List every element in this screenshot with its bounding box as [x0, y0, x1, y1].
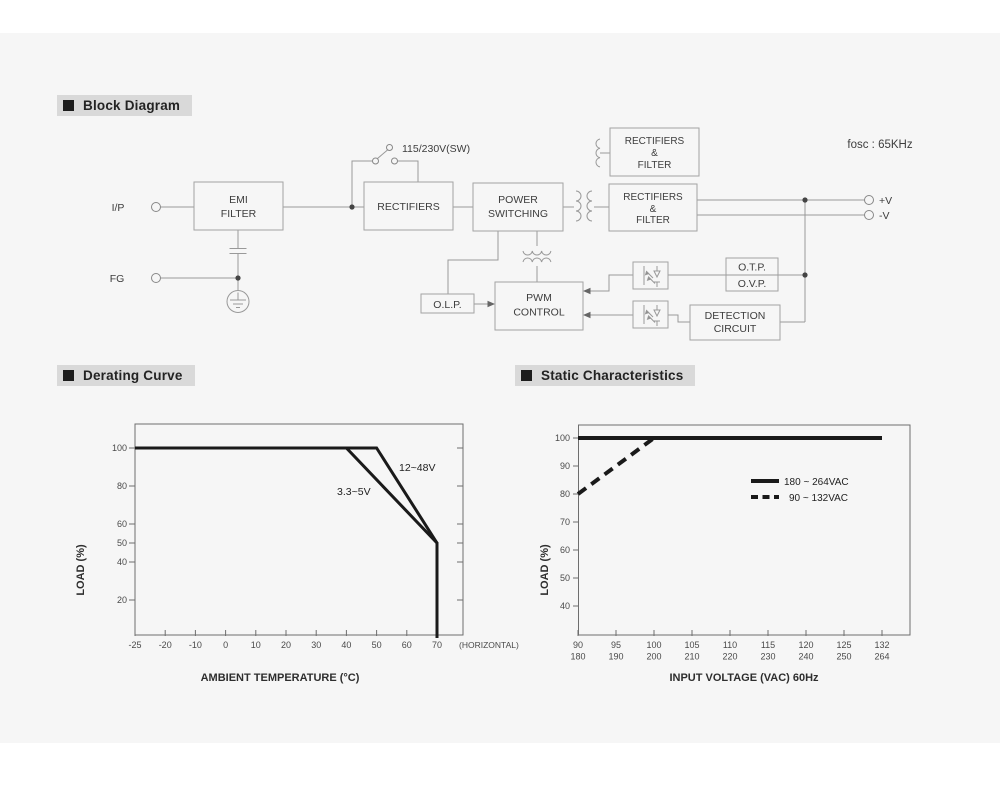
tick-label: 180 — [570, 651, 586, 662]
tick-label: 60 — [401, 640, 412, 650]
detection-circuit-block — [690, 305, 780, 340]
tick-label: 110 — [722, 640, 738, 650]
tick-label: 40 — [559, 601, 570, 611]
input-terminal-icon — [152, 203, 161, 212]
block-label: PWM — [526, 292, 552, 304]
otp-ovp-block — [726, 258, 778, 291]
block-label: O.V.P. — [737, 278, 767, 290]
static-characteristics-chart — [539, 425, 910, 684]
x-axis-note: (HORIZONTAL) — [459, 640, 519, 650]
y-axis-label: LOAD (%) — [75, 544, 87, 596]
tick-label: 0 — [223, 640, 229, 650]
tick-label: 50 — [559, 573, 570, 583]
tick-label: 40 — [341, 640, 352, 650]
voltage-selector-switch-icon — [373, 145, 398, 165]
tick-label: 125 — [836, 640, 852, 650]
block-label: RECTIFIERS — [623, 192, 683, 203]
tick-label: 70 — [559, 517, 570, 527]
series-label-12-48v: 12~48V — [399, 462, 436, 474]
block-label: RECTIFIERS — [624, 136, 685, 147]
block-label: SWITCHING — [487, 208, 549, 220]
tick-label: 120 — [798, 640, 814, 650]
tick-label: 210 — [684, 651, 700, 662]
block-label: DETECTION — [704, 310, 766, 322]
tick-label: 60 — [116, 519, 127, 529]
tick-label: 80 — [116, 481, 127, 491]
y-axis-tick-labels — [555, 433, 570, 611]
tick-label: 100 — [646, 640, 662, 650]
legend — [751, 477, 849, 504]
section-title-label: Static Characteristics — [541, 368, 684, 383]
olp-block — [421, 294, 474, 313]
earth-ground-icon — [227, 291, 249, 313]
y-axis-tick-labels — [112, 443, 127, 605]
tick-label: 220 — [722, 651, 738, 662]
tick-label: -10 — [188, 640, 202, 650]
rectifiers-filter-aux-block — [610, 128, 699, 176]
block-label: FILTER — [220, 208, 257, 220]
tick-label: 40 — [116, 557, 127, 567]
block-label: & — [649, 204, 657, 215]
tick-label: 105 — [684, 640, 700, 650]
legend-label: 180 ~ 264VAC — [784, 477, 849, 488]
tick-label: -25 — [128, 640, 142, 650]
section-title-label: Derating Curve — [83, 368, 183, 383]
block-diagram — [110, 128, 913, 340]
block-label: O.T.P. — [738, 261, 766, 274]
tick-label: 200 — [646, 651, 662, 662]
x-axis-label: INPUT VOLTAGE (VAC) 60Hz — [669, 672, 819, 684]
section-title-label: Block Diagram — [83, 98, 181, 113]
tick-label: 60 — [559, 545, 570, 555]
tick-label: 50 — [116, 538, 127, 548]
tick-label: 100 — [554, 433, 570, 443]
optocoupler-icon — [633, 301, 668, 328]
series-line — [135, 448, 437, 638]
tick-label: 70 — [431, 640, 443, 650]
block-label: & — [651, 148, 658, 159]
switch-label: 115/230V(SW) — [402, 143, 471, 155]
tick-label: 250 — [836, 651, 852, 662]
fg-terminal-label: FG — [109, 273, 125, 285]
tick-label: 50 — [371, 640, 382, 650]
tick-label: 20 — [116, 595, 127, 605]
x-axis-tick-labels-row2 — [570, 652, 889, 662]
block-label: EMI — [229, 194, 248, 206]
tick-label: 190 — [608, 651, 624, 662]
tick-label: 90 — [559, 461, 570, 471]
vminus-label: -V — [879, 210, 890, 222]
fosc-label: fosc : 65KHz — [847, 139, 913, 151]
tick-label: 20 — [280, 640, 292, 650]
tick-label: 80 — [559, 489, 570, 499]
series-line — [578, 438, 654, 494]
vplus-label: +V — [879, 195, 893, 207]
series-label-3v3-5v: 3.3~5V — [337, 486, 371, 498]
tick-label: 115 — [760, 640, 776, 650]
x-axis-tick-labels — [128, 640, 518, 650]
block-label: O.L.P. — [433, 299, 462, 311]
vplus-terminal-icon — [865, 196, 874, 205]
y-axis-label: LOAD (%) — [539, 544, 551, 596]
block-label: FILTER — [637, 160, 672, 171]
x-axis-tick-labels-row1 — [573, 640, 890, 650]
block-label: RECTIFIERS — [377, 201, 440, 213]
tick-label: 264 — [874, 651, 890, 662]
optocoupler-icon — [633, 262, 668, 289]
tick-label: 240 — [798, 651, 814, 662]
series-line — [135, 448, 437, 638]
emi-filter-block — [194, 182, 283, 230]
tick-label: 95 — [610, 640, 622, 650]
derating-chart — [75, 424, 519, 684]
block-label: CIRCUIT — [713, 323, 757, 335]
block-label: CONTROL — [513, 306, 565, 319]
tick-label: 100 — [111, 443, 127, 453]
vminus-terminal-icon — [865, 211, 874, 220]
tick-label: 230 — [760, 651, 776, 662]
block-label: POWER — [498, 194, 538, 206]
tick-label: 132 — [874, 640, 890, 650]
input-terminal-label: I/P — [111, 202, 125, 214]
tick-label: 10 — [250, 640, 261, 650]
power-switching-block — [473, 183, 563, 231]
x-axis-label: AMBIENT TEMPERATURE (°C) — [200, 672, 360, 684]
tick-label: 30 — [311, 640, 322, 650]
pwm-control-block — [495, 282, 583, 330]
fg-terminal-icon — [152, 274, 161, 283]
tick-label: -20 — [158, 640, 172, 650]
block-label: FILTER — [636, 215, 670, 226]
legend-label: 90 ~ 132VAC — [789, 493, 849, 504]
rectifiers-block — [364, 182, 453, 230]
rectifiers-filter-main-block — [609, 184, 697, 231]
tick-label: 90 — [572, 640, 584, 650]
